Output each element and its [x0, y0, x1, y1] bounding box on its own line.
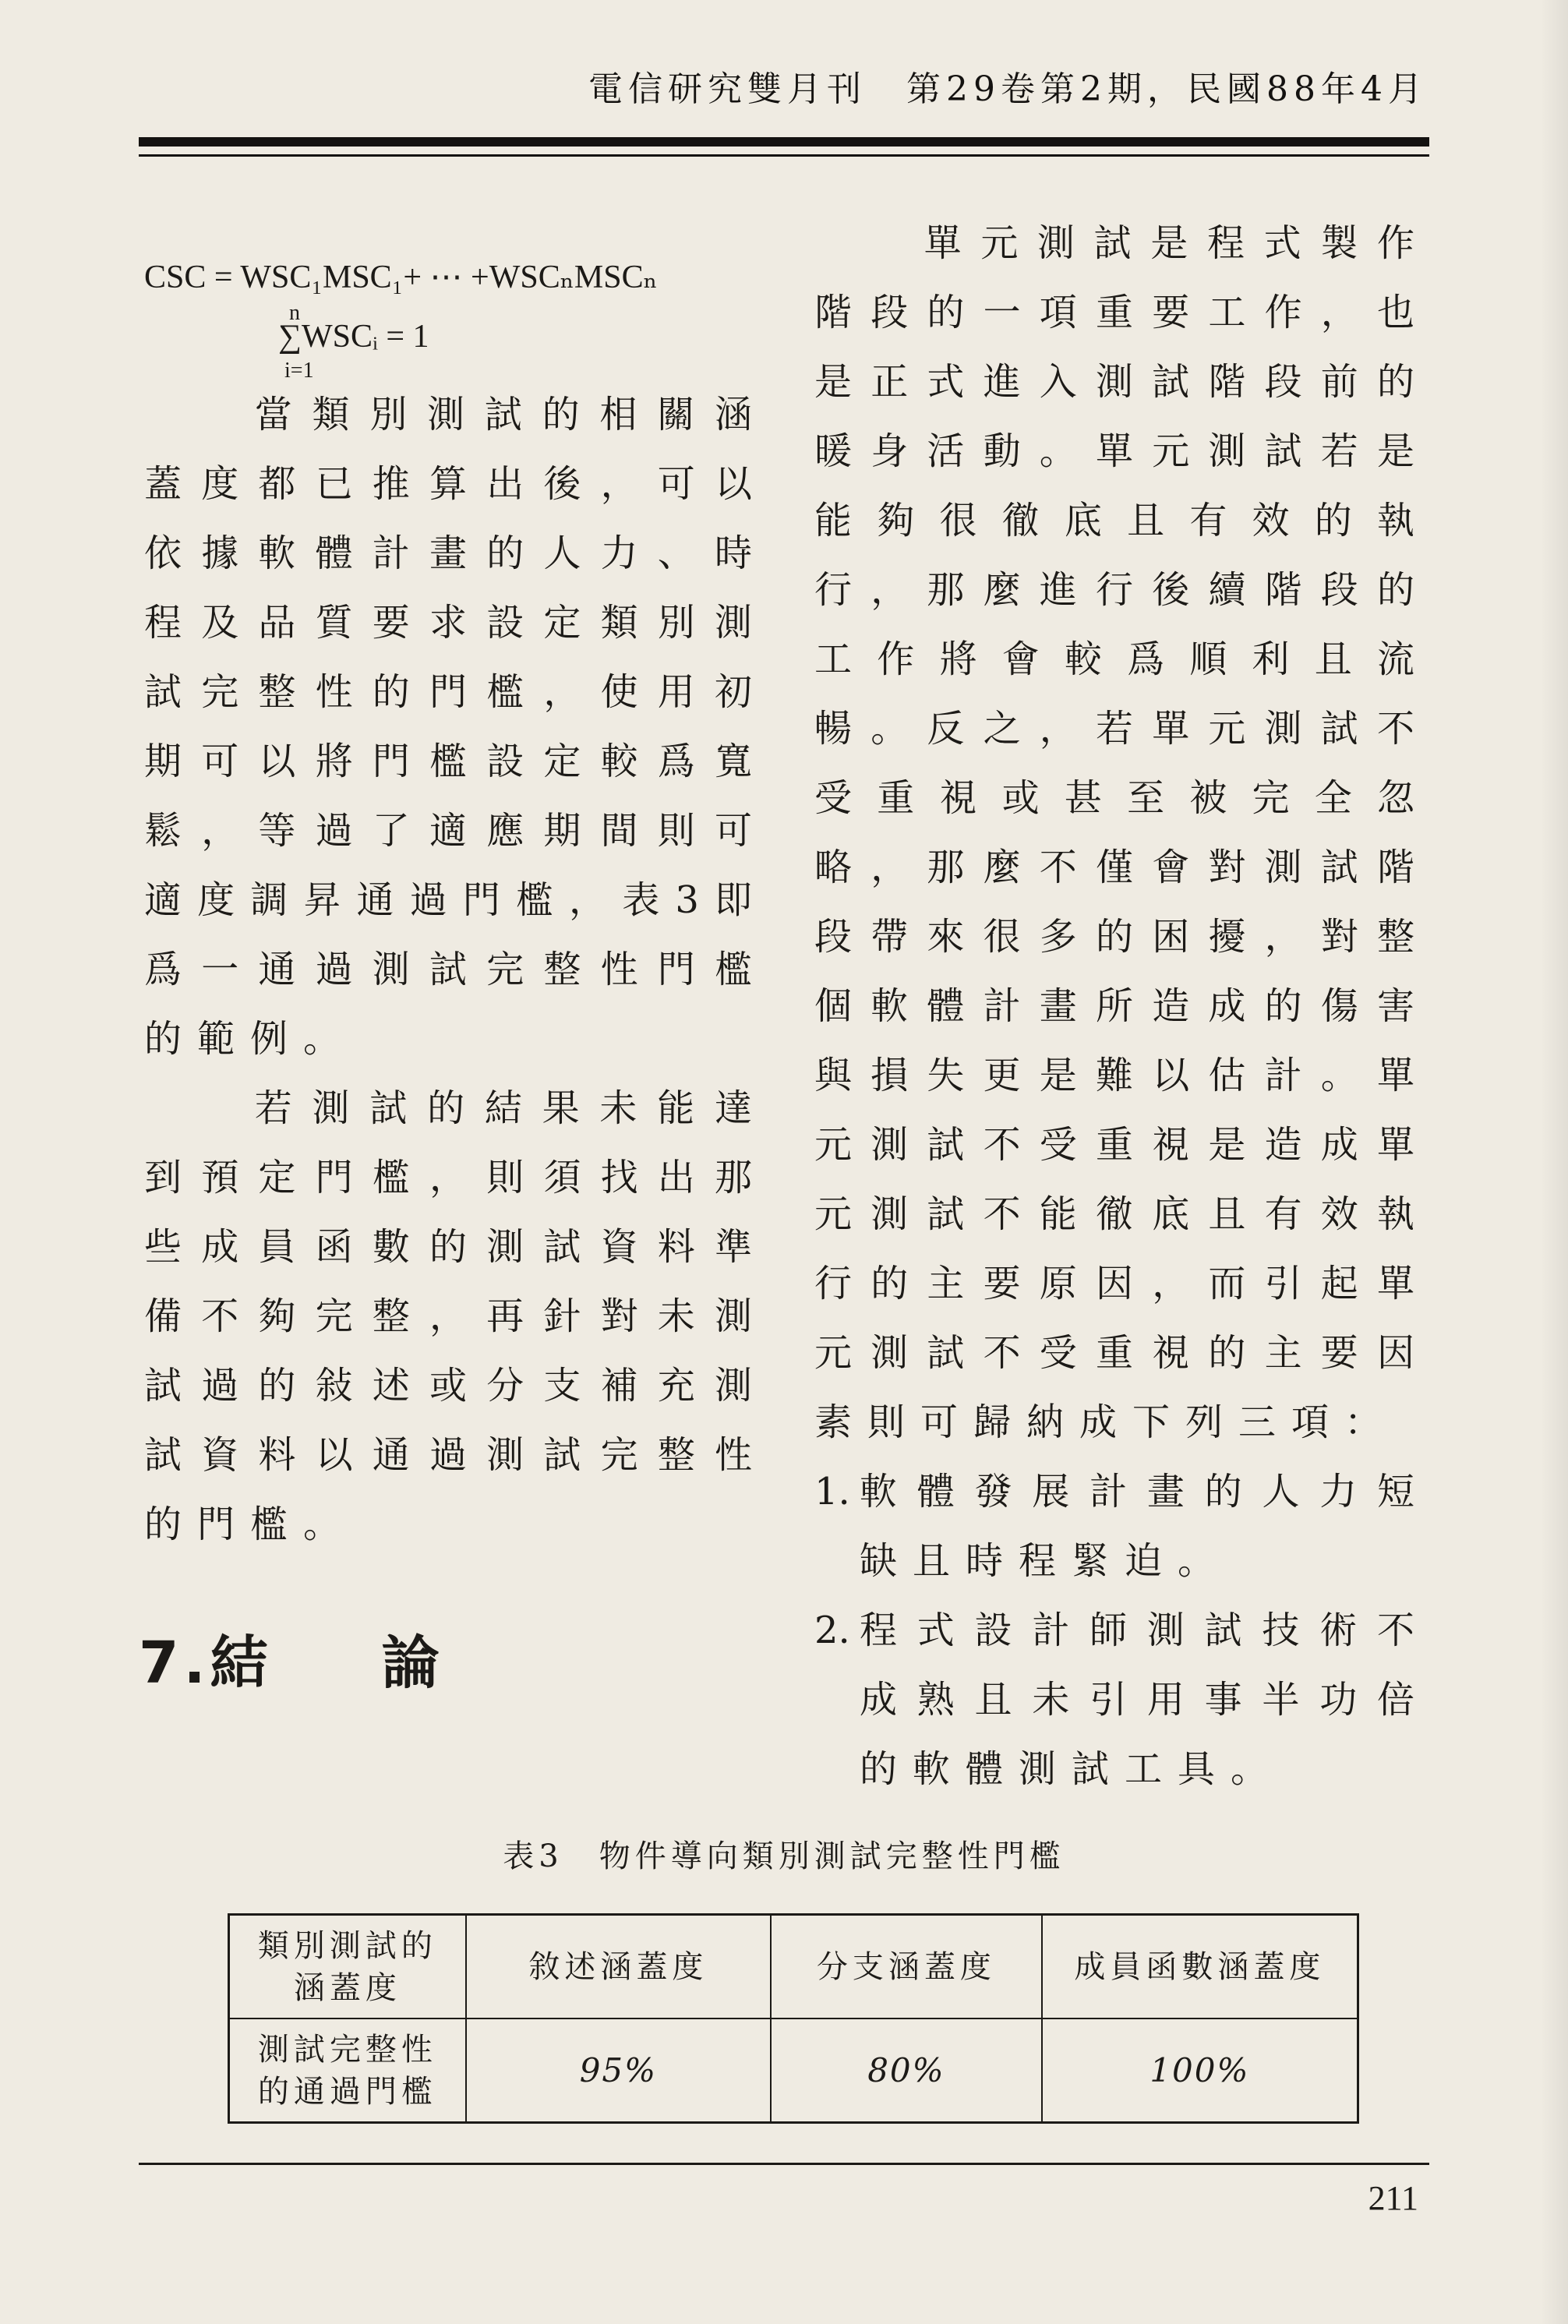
paragraph: [144, 380, 768, 1074]
formula-sum-upper: n: [289, 301, 300, 325]
formula-line-2: ∑WSCᵢ = 1: [278, 319, 429, 355]
header-rule-thin: [139, 154, 1429, 157]
list-item-text: 程式設計師測試技術不成熟且未引用事半功倍的軟體測試工具。: [860, 1609, 1430, 1791]
list-item: [814, 1596, 1430, 1804]
formula-block: [144, 209, 768, 383]
page-edge-shade: [1540, 0, 1568, 2324]
page-number: 211: [1368, 2179, 1418, 2217]
list-item: [814, 1457, 1430, 1596]
paragraph: [814, 209, 1430, 1457]
coverage-table: [228, 1913, 1359, 2124]
paragraph-text: 單元測試是程式製作階段的一項重要工作，也是正式進入測試階段前的暖身活動。單元測試若是能夠很徹底且有效的執行，那麼進行後續階段的工作將會較爲順利且流暢。反之，若單元測試不受重視或甚至被完全忽略，那麼不僅會對測試階段帶來很多的困擾，對整個軟體計畫所造成的傷害與損失更是難以估計。單元測試不受重視是造成單元測試不能徹底且有效執行的主要原因，而引起單元測試不受重視的主要因素則可歸納成下列三項：: [814, 221, 1430, 1444]
formula-sum-lower: i=1: [284, 358, 314, 383]
list-item-number: 2.: [814, 1609, 850, 1652]
paragraph-text: 當類別測試的相關涵蓋度都已推算出後，可以依據軟體計畫的人力、時程及品質要求設定類別測試完整性的門檻，使用初期可以將門檻設定較爲寬鬆，等過了適應期間則可適度調昇通過門檻，表3即爲一通過測試完整性門檻的範例。: [144, 393, 768, 1061]
table-header-cell: 成員函數涵蓋度: [1042, 1915, 1358, 2019]
section-number: 7.: [139, 1630, 210, 1697]
table-header-row: [229, 1915, 1358, 2019]
table-cell: 100%: [1042, 2018, 1358, 2123]
section-title-char: 論: [381, 1630, 444, 1697]
paragraph: [144, 1074, 768, 1559]
header-rule-thick: [139, 137, 1429, 147]
formula-line-1: CSC = WSC₁MSC₁+ ⋯ +WSCₙMSCₙ: [144, 260, 658, 295]
left-column: [144, 209, 768, 1559]
section-heading: [139, 1617, 444, 1700]
table-header-cell: 分支涵蓋度: [771, 1915, 1042, 2019]
paragraph-text: 若測試的結果未能達到預定門檻，則須找出那些成員函數的測試資料準備不夠完整，再針對未測試過的敍述或分支補充測試資料以通過測試完整性的門檻。: [144, 1086, 768, 1546]
table-caption: 表3 物件導向類別測試完整性門檻: [503, 1838, 1065, 1874]
footer-rule: [139, 2163, 1429, 2165]
table-header-cell: 類別測試的 涵蓋度: [229, 1915, 466, 2019]
table-cell: 80%: [771, 2018, 1042, 2123]
section-title-char: 結: [210, 1630, 273, 1697]
right-column: [814, 209, 1430, 1804]
table-row-label: 測試完整性 的通過門檻: [229, 2018, 466, 2123]
table-header-cell: 敘述涵蓋度: [466, 1915, 771, 2019]
list-item-text: 軟體發展計畫的人力短缺且時程緊迫。: [860, 1470, 1430, 1583]
table-row: [229, 2018, 1358, 2123]
running-head: 電信研究雙月刊 第29卷第2期，民國88年4月: [588, 69, 1428, 109]
table-cell: 95%: [466, 2018, 771, 2123]
list-item-number: 1.: [814, 1470, 850, 1513]
